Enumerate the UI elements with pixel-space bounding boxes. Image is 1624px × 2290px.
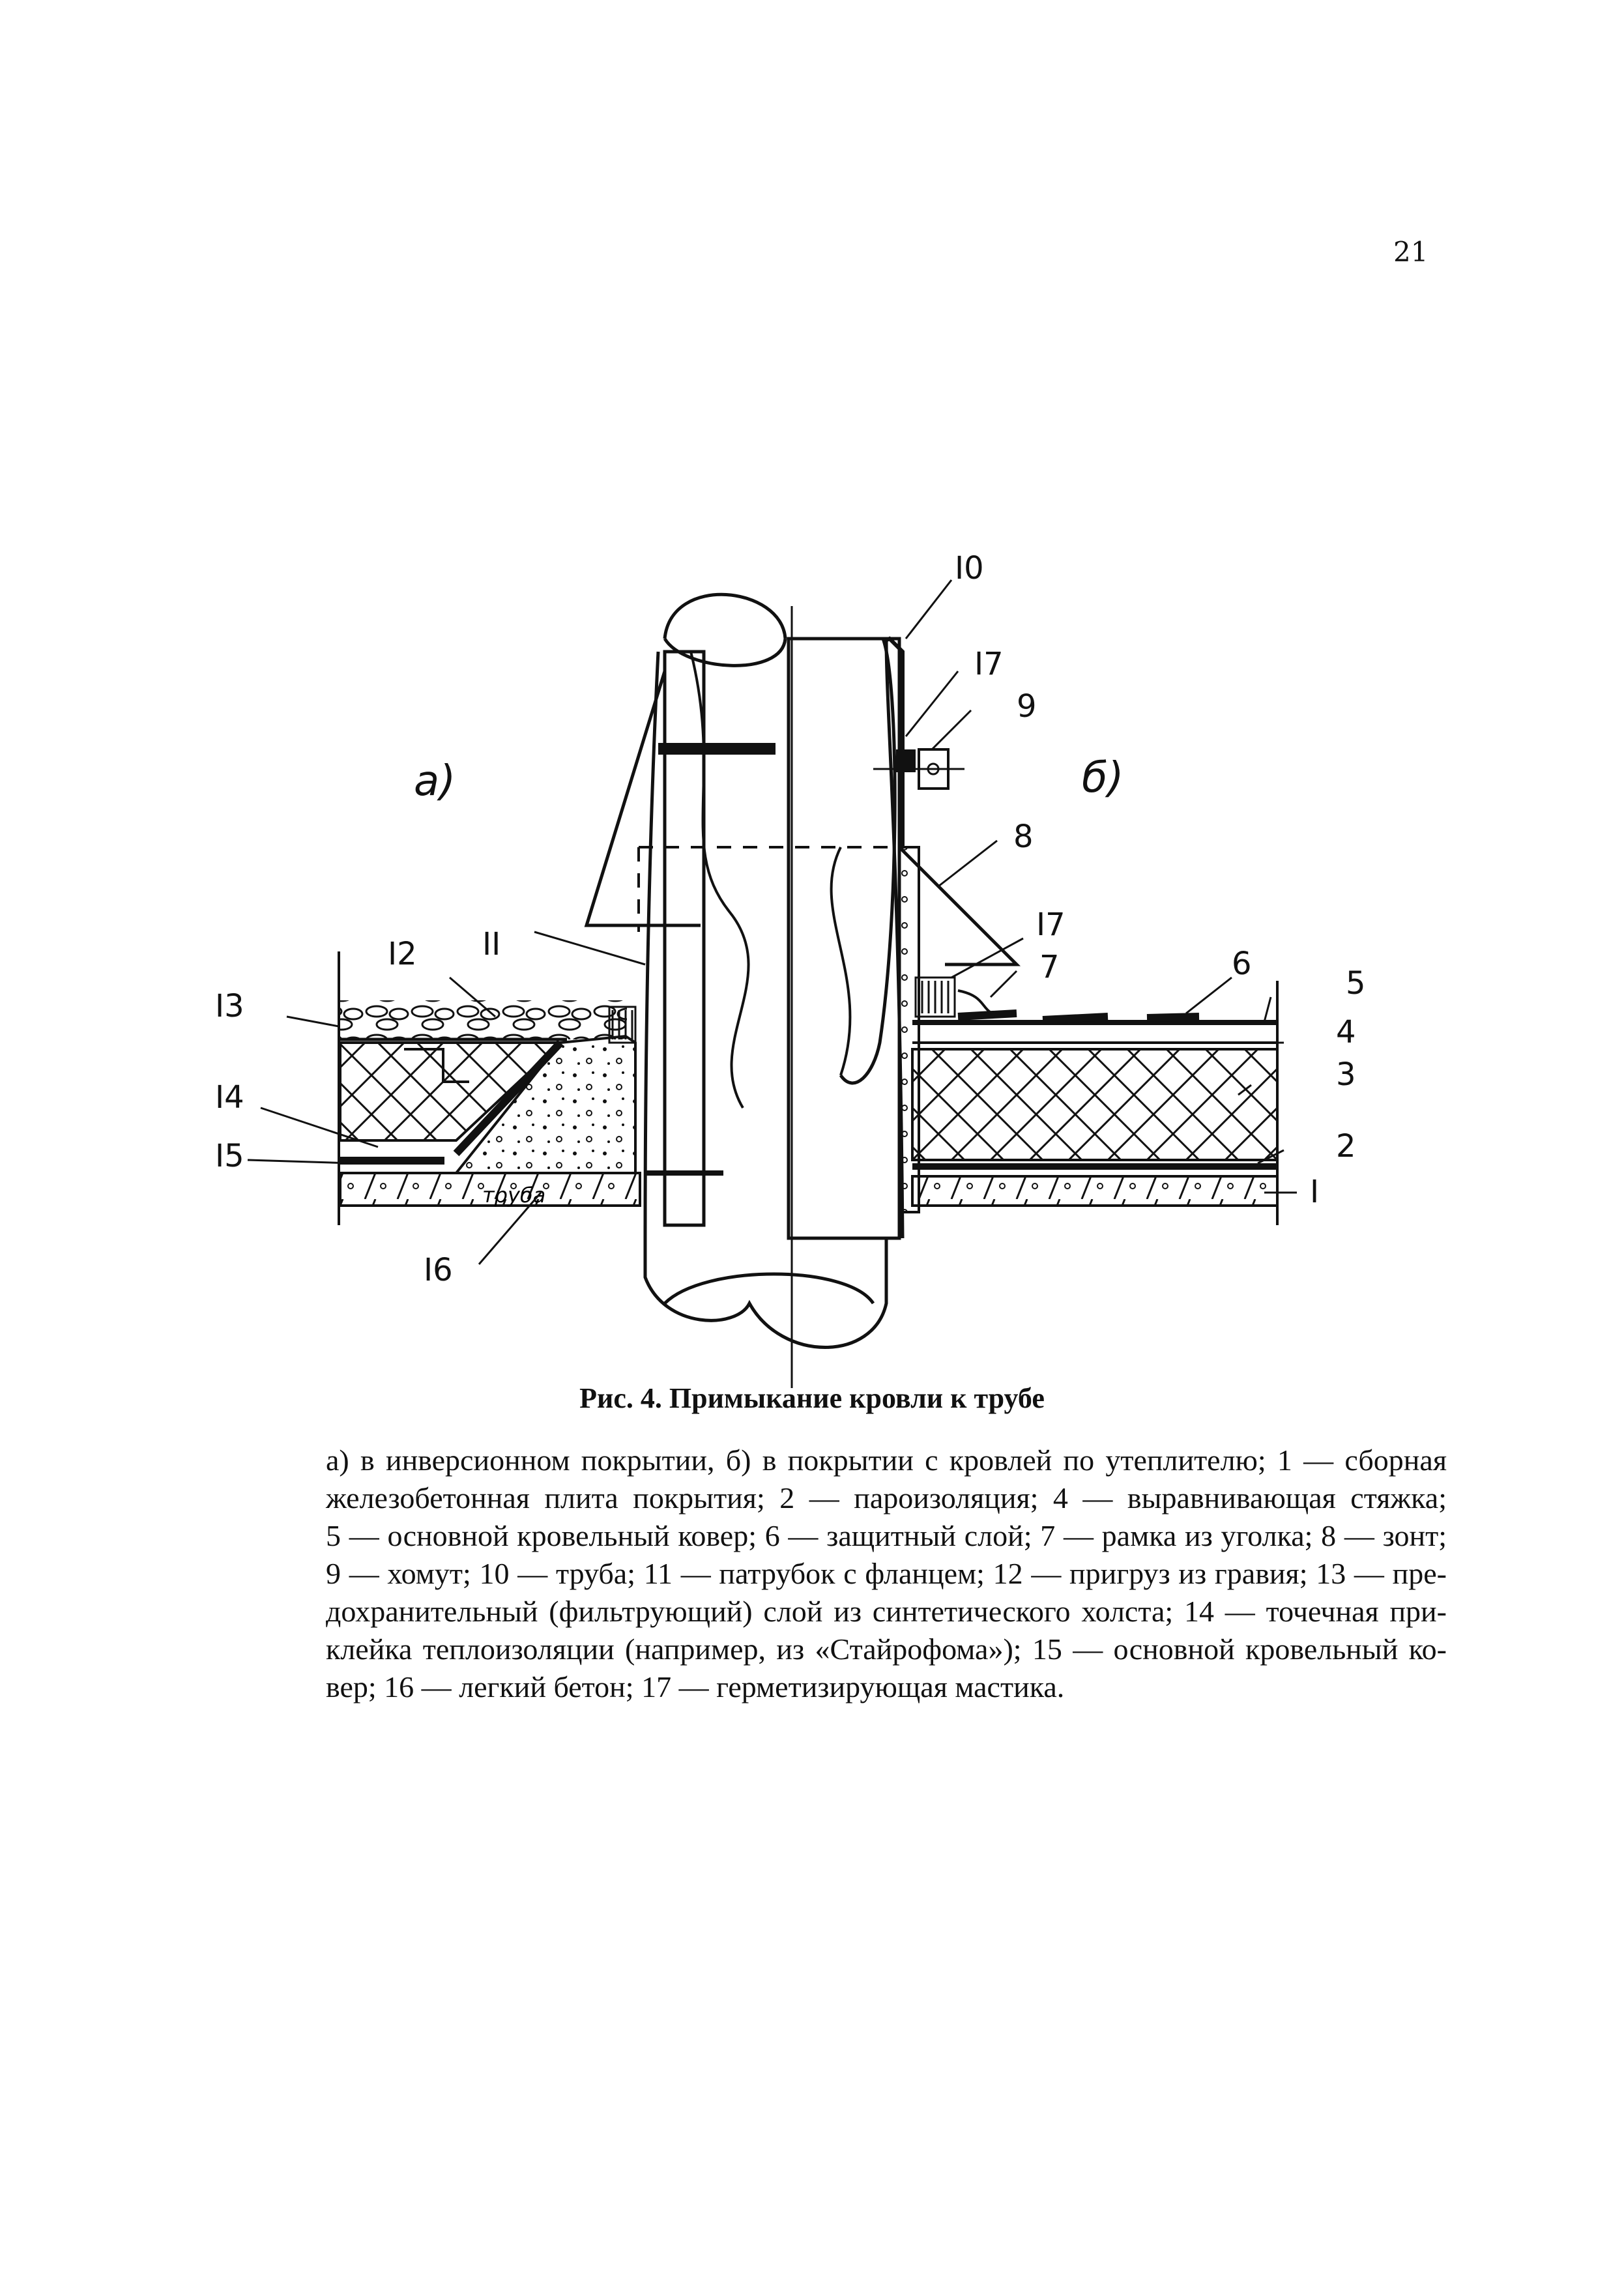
callout-17-bottom: I7 xyxy=(1036,906,1066,943)
callout-12: I2 xyxy=(388,936,417,972)
caption-line: железобетонная плита покрытия; 2 — пароизоляция; 4 — выравнивающая стяжка; xyxy=(326,1481,1447,1515)
callout-6: 6 xyxy=(1232,946,1252,982)
roof-layers-right-b xyxy=(912,978,1277,1225)
caption-line: вер; 16 — легкий бетон; 17 — герметизирующая мастика. xyxy=(326,1670,1065,1703)
callout-2: 2 xyxy=(1336,1128,1356,1165)
callout-1: I xyxy=(1310,1174,1320,1210)
callout-4: 4 xyxy=(1336,1014,1356,1051)
slab-label-word: труба xyxy=(482,1183,546,1208)
callout-7: 7 xyxy=(1039,949,1060,985)
callout-11: II xyxy=(482,926,501,963)
figure-caption-title: Рис. 4. Примыкание кровли к трубе xyxy=(579,1382,1045,1414)
callout-15: I5 xyxy=(215,1138,244,1174)
caption-line: 9 — хомут; 10 — труба; 11 — патрубок с фланцем; 12 — пригруз из гравия; 13 — пре- xyxy=(326,1557,1447,1590)
caption-line: клейка теплоизоляции (например, из «Стайрофома»); 15 — основной кровельный ко- xyxy=(326,1632,1447,1666)
callout-14: I4 xyxy=(215,1079,244,1116)
callout-13: I3 xyxy=(215,988,244,1024)
callout-3: 3 xyxy=(1336,1056,1356,1093)
callout-17-top: I7 xyxy=(974,646,1004,682)
callout-16: I6 xyxy=(424,1252,453,1288)
page-number: 21 xyxy=(1393,236,1428,268)
variant-a-label: а) xyxy=(414,757,456,805)
variant-b-label: б) xyxy=(1082,754,1124,802)
caption-line: 5 — основной кровельный ковер; 6 — защитный слой; 7 — рамка из уголка; 8 — зонт; xyxy=(326,1519,1447,1552)
callout-5: 5 xyxy=(1346,965,1366,1002)
roof-layers-left-a xyxy=(339,951,640,1225)
pipe-assembly xyxy=(587,594,1017,1388)
caption-line: дохранительный (фильтрующий) слой из синтетического холста; 14 — точечная при- xyxy=(326,1595,1447,1628)
callout-8: 8 xyxy=(1013,819,1034,855)
caption-line: а) в инверсионном покрытии, б) в покрытии с кровлей по утеплителю; 1 — сборная xyxy=(326,1443,1447,1477)
callout-10: I0 xyxy=(955,550,984,587)
callout-9: 9 xyxy=(1017,688,1037,725)
figure-caption-body xyxy=(326,1442,1447,1706)
